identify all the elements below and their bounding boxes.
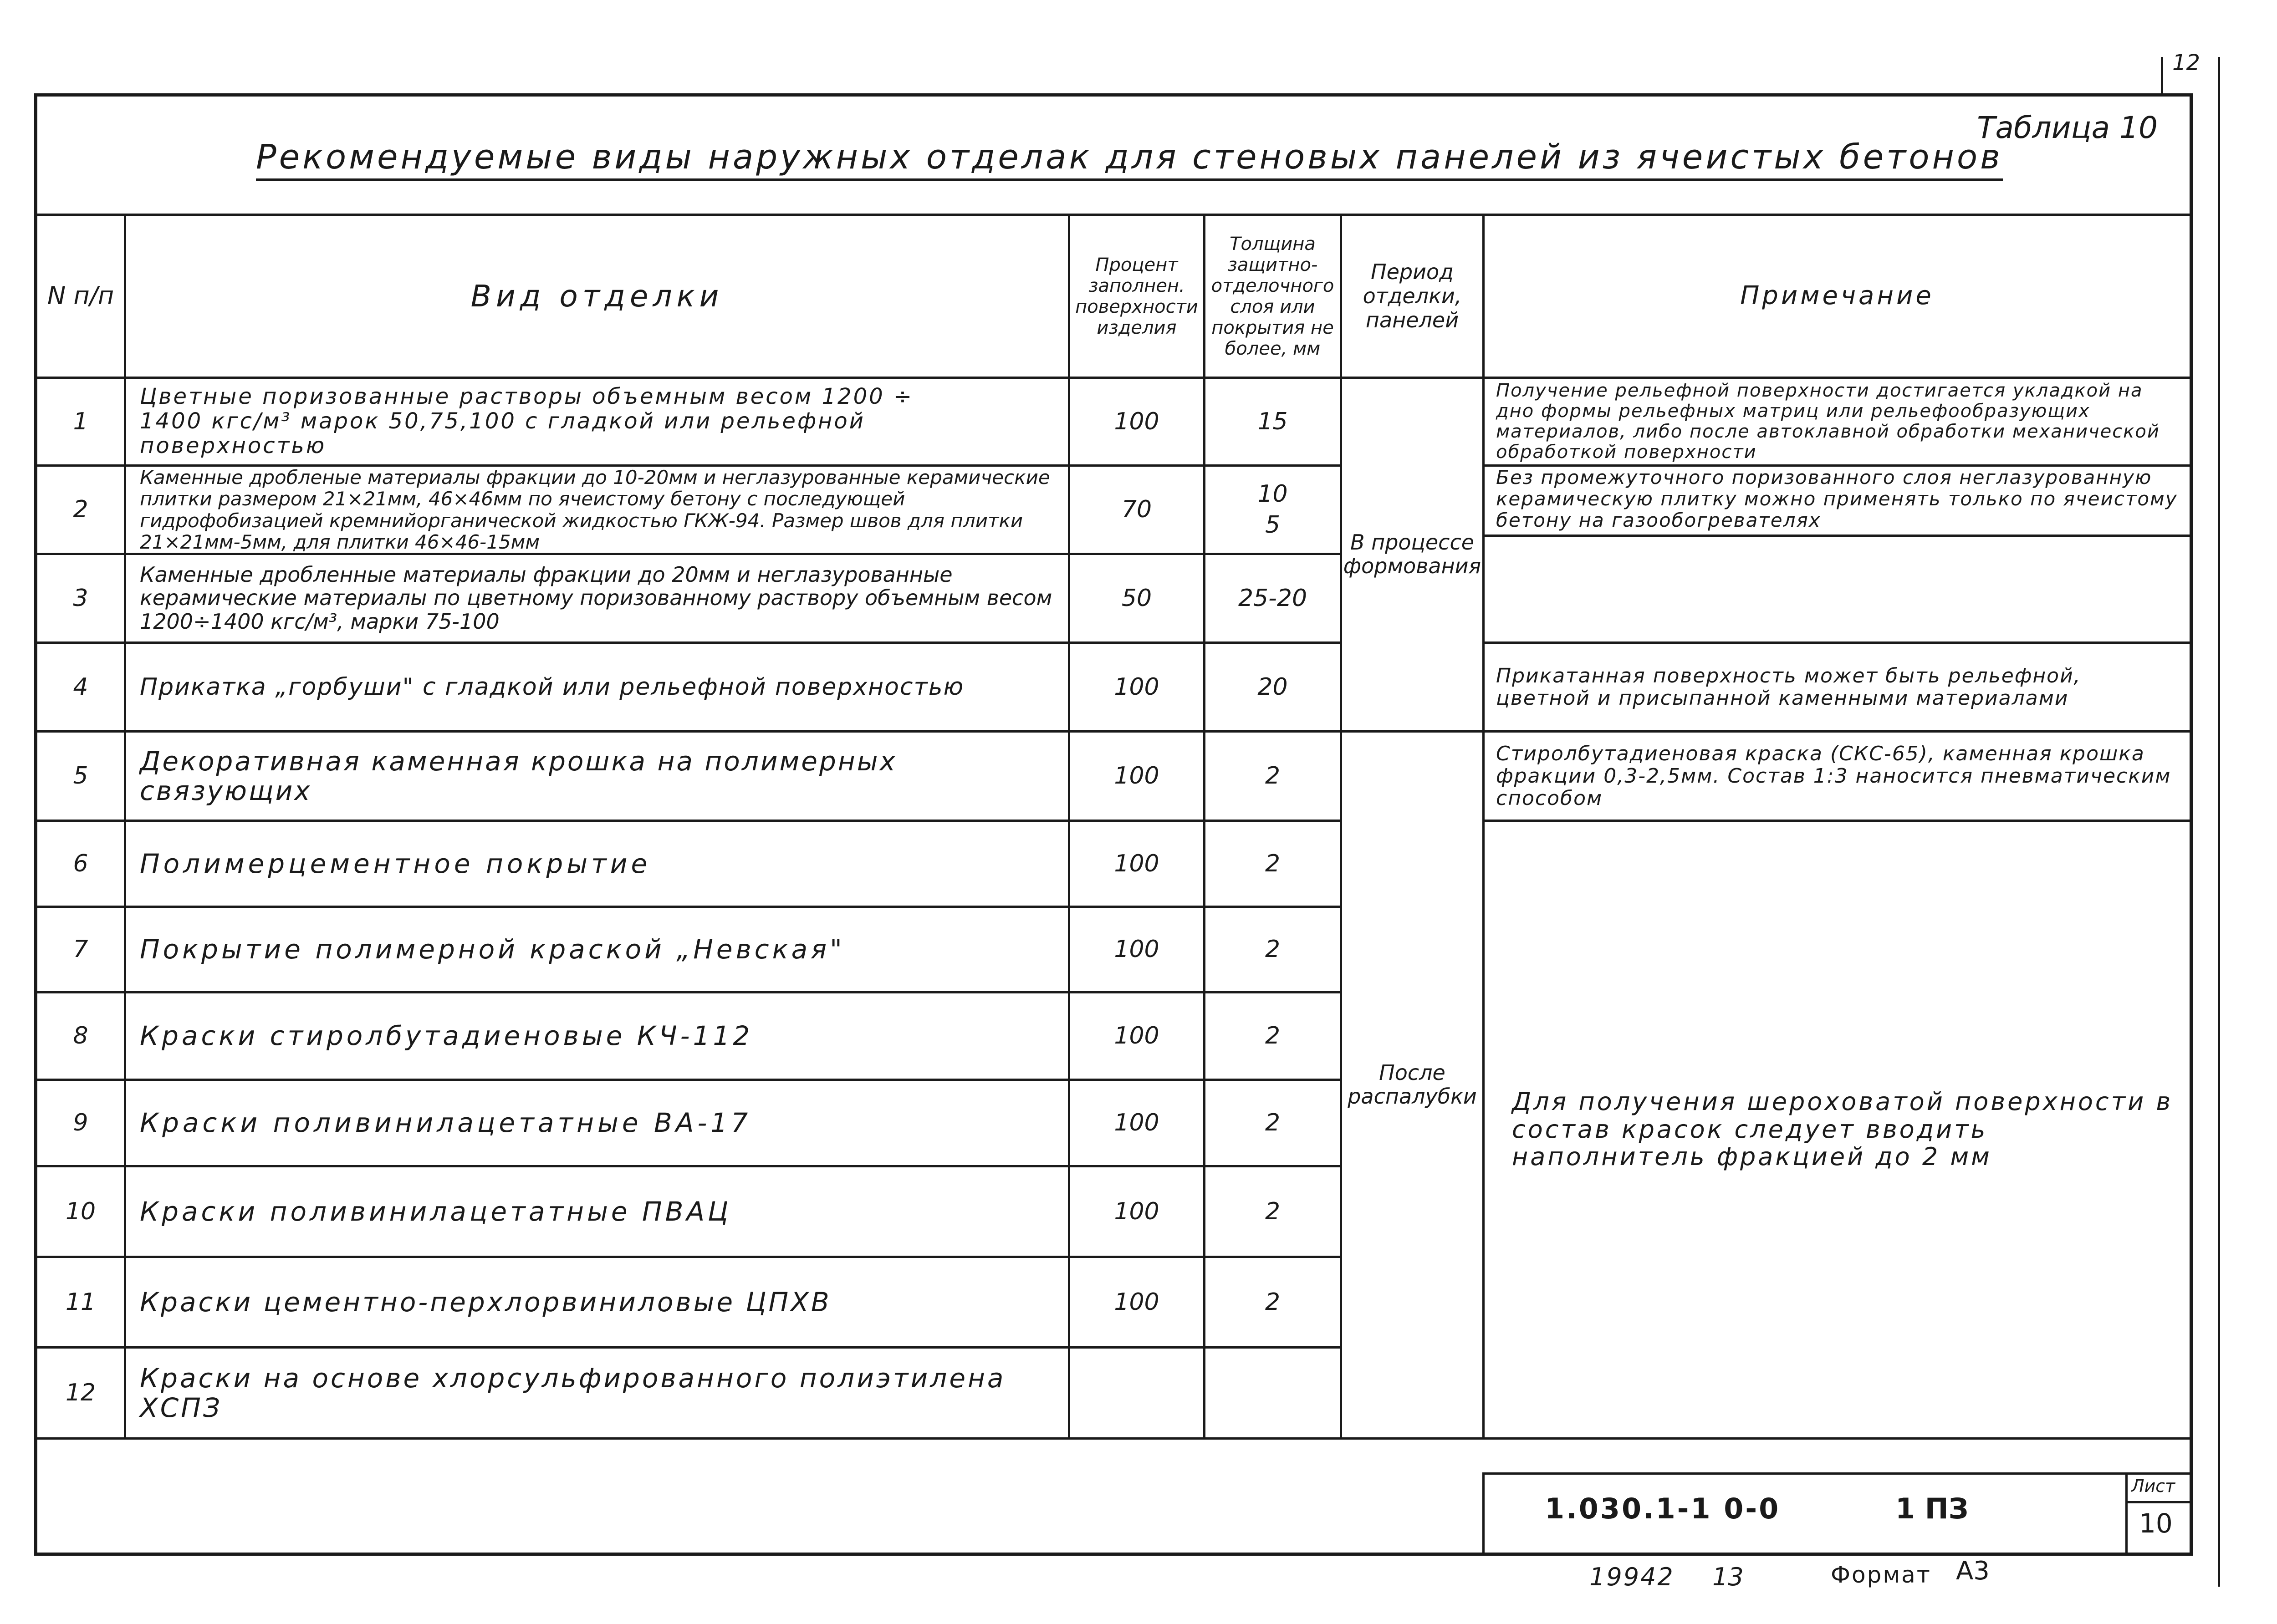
header-type: Вид отделки [470,278,724,314]
stamp-top-border [1482,1472,2190,1475]
document-suffix: 1 ПЗ [1895,1492,1969,1525]
document-code: 1.030.1-1 0-0 [1545,1492,1781,1525]
row-number: 9 [73,1109,88,1137]
row-finish-type: Краски на основе хлорсульфированного полиэтилена ХСПЗ [140,1362,1006,1423]
note-row-1: Получение рельефной поверхности достигается укладкой на дно формы рельефных матриц или рельефообразующих материалов, либо после автоклавной обработки механической обработкой поверхности [1496,380,2160,463]
note-row-2: Без промежуточного поризованного слоя неглазурованную керамическую плитку можно применять только по ячеистому бетону на газообогревателях [1496,466,2178,532]
row-thickness: 2 [1265,1022,1281,1050]
row-finish-type: Каменные дробленные материалы фракции до 20мм и неглазурованные керамические материалы по цветному поризованному раствору объемным весом 1200÷1400 кгс/м³, марки 75-100 [140,562,1052,634]
row-percent: 100 [1114,1197,1159,1225]
sheet-number: 10 [2139,1508,2173,1539]
row-divider [1482,535,2190,537]
row-number: 6 [73,850,88,877]
period-in-forming: В процессе формования [1343,530,1481,578]
row-number: 4 [73,673,88,701]
row-number: 3 [73,584,88,612]
row-percent: 100 [1114,673,1159,701]
row-thickness: 2 [1265,1197,1281,1225]
inventory-number: 19942 [1589,1563,1675,1591]
row-thickness [1205,1349,1340,1437]
sheet-box-border [2125,1472,2128,1556]
row-percent: 100 [1114,407,1159,435]
copy-number: 13 [1712,1563,1744,1591]
row-thickness: 2 [1265,936,1281,963]
note-row-5: Стиролбутадиеновая краска (СКС-65), каменная крошка фракции 0,3-2,5мм. Состав 1:3 наносится пневматическим способом [1496,742,2171,810]
note-rows-6-11: Для получения шероховатой поверхности в состав красок следует вводить наполнитель фракцией до 2 мм [1512,1087,2173,1171]
table-bottom-border [37,1437,2190,1440]
row-finish-type: Прикатка „горбуши" с гладкой или рельефной поверхностью [140,673,965,701]
row-thickness: 20 [1257,673,1288,701]
header-note: Примечание [1740,281,1934,311]
row-percent: 100 [1114,850,1159,877]
row-finish-type: Краски цементно-перхлорвиниловые ЦПХВ [140,1286,832,1318]
edge-mark [2218,57,2220,1587]
row-percent: 100 [1114,1109,1159,1137]
row-percent: 100 [1114,762,1159,790]
format-label: Формат [1831,1562,1931,1588]
row-number: 2 [73,496,88,524]
row-thickness: 25-20 [1238,584,1307,612]
row-finish-type: Цветные поризованные растворы объемным весом 1200 ÷ 1400 кгс/м³ марок 50,75,100 с гладкой или рельефной поверхностью [140,384,914,458]
row-finish-type: Полимерцементное покрытие [140,848,651,879]
row-number: 8 [73,1022,88,1050]
row-thickness: 2 [1265,1109,1281,1137]
row-finish-type: Краски поливинилацетатные ВА-17 [140,1107,752,1139]
row-percent: 100 [1114,1288,1159,1316]
row-thickness: 2 [1265,1288,1281,1316]
row-percent [1070,1349,1203,1437]
row-number: 10 [65,1197,96,1225]
row-finish-type: Покрытие полимерной краской „Невская" [140,934,845,965]
row-finish-type: Краски поливинилацетатные ПВАЦ [140,1196,732,1227]
row-percent: 100 [1114,1022,1159,1050]
page-title: Рекомендуемые виды наружных отделак для стеновых панелей из ячеистых бетонов [256,137,2003,181]
row-finish-type: Декоративная каменная крошка на полимерных связующих [140,745,897,806]
header-thickness: Толщина защитно-отделочного слоя или покрытия не более, мм [1211,233,1334,359]
table-label: Таблица 10 [1977,110,2158,145]
stamp-left-border [1482,1472,1485,1556]
row-thickness: 15 [1257,407,1288,435]
header-percent: Процент заполнен. поверхности изделия [1075,254,1198,338]
row-number: 12 [65,1379,96,1407]
row-thickness: 2 [1265,762,1281,790]
row-percent: 50 [1121,584,1152,612]
row-number: 7 [73,936,88,963]
note-row-4: Прикатанная поверхность может быть рельефной, цветной и присыпанной каменными материалами [1496,664,2081,710]
period-after-demold: После распалубки [1348,1060,1477,1109]
row-number: 5 [73,762,88,790]
header-num: N п/п [47,281,114,311]
corner-page-number: 12 [2172,50,2200,76]
header-period: Период отделки, панелей [1363,260,1462,332]
row-number: 11 [65,1288,96,1316]
sheet-box-divider [2125,1501,2190,1503]
drawing-sheet [34,93,2193,1556]
row-finish-type: Краски стиролбутадиеновые КЧ-112 [140,1020,753,1052]
row-number: 1 [73,407,88,435]
edge-mark [2161,57,2163,93]
format-value: А3 [1956,1556,1990,1586]
row-percent: 100 [1114,936,1159,963]
row-percent: 70 [1121,496,1152,524]
sheet-label: Лист [2131,1476,2175,1496]
row-finish-type: Каменные дробленые материалы фракции до 10-20мм и неглазурованные керамические плитки размером 21×21мм, 46×46мм по ячеистому бетону с последующей гидрофобизацией кремнийорганической жидкостью ГКЖ-94. Размер швов для плитки 21×21мм-5мм, для плитки 46×46-15мм [140,466,1050,553]
row-thickness: 2 [1265,850,1281,877]
row-thickness: 10 5 [1257,480,1288,539]
